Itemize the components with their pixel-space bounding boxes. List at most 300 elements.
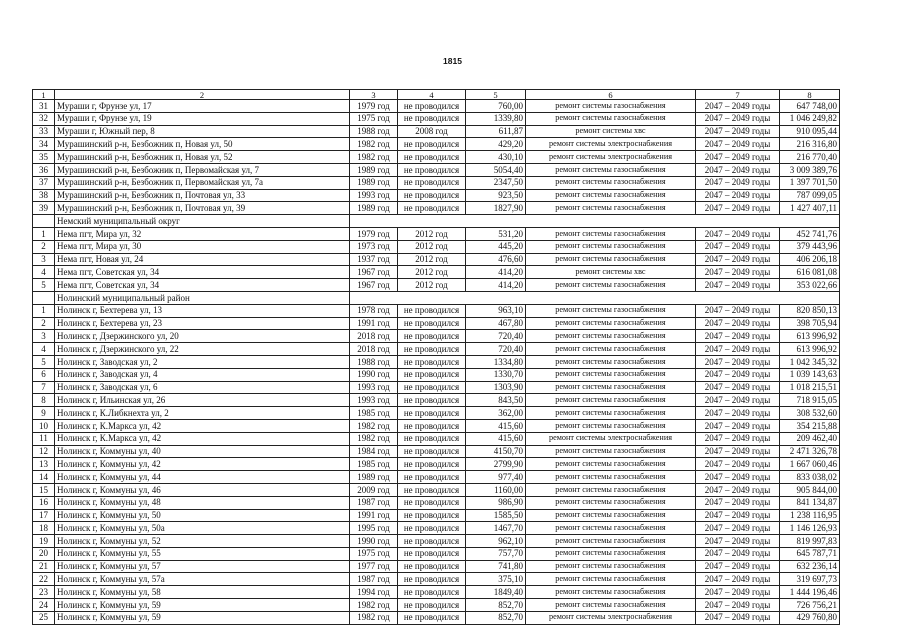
table-row [33, 496, 840, 509]
build-year-cell: 1989 год [350, 202, 398, 215]
row-number: 5 [33, 355, 55, 368]
table-row [33, 189, 840, 202]
area-cell: 852,70 [466, 611, 526, 624]
table-row [33, 253, 840, 266]
work-type-cell: ремонт системы газоснабжения [526, 189, 696, 202]
period-cell: 2047 – 2049 годы [696, 368, 780, 381]
section-title: Нолинский муниципальный район [55, 291, 350, 304]
period-cell: 2047 – 2049 годы [696, 471, 780, 484]
cost-cell: 1 427 407,11 [780, 202, 840, 215]
address-cell: Нолинск г, Дзержинского ул, 22 [55, 343, 350, 356]
cost-cell: 216 770,40 [780, 151, 840, 164]
column-header: 3 [350, 90, 398, 100]
work-type-cell: ремонт системы газоснабжения [526, 368, 696, 381]
row-number: 35 [33, 151, 55, 164]
work-type-cell: ремонт системы газоснабжения [526, 279, 696, 292]
table-row [33, 573, 840, 586]
build-year-cell: 1979 год [350, 100, 398, 113]
row-number: 6 [33, 368, 55, 381]
build-year-cell: 1989 год [350, 176, 398, 189]
section-empty-cell [33, 291, 55, 304]
table-row [33, 471, 840, 484]
work-type-cell: ремонт системы газоснабжения [526, 496, 696, 509]
cost-cell: 1 397 701,50 [780, 176, 840, 189]
last-repair-cell: не проводился [398, 176, 466, 189]
address-cell: Нолинск г, К.Маркса ул, 42 [55, 419, 350, 432]
address-cell: Мураши г, Фрунзе ул, 17 [55, 100, 350, 113]
row-number: 8 [33, 394, 55, 407]
area-cell: 429,20 [466, 138, 526, 151]
area-cell: 362,00 [466, 407, 526, 420]
last-repair-cell: 2008 год [398, 125, 466, 138]
address-cell: Мурашинский р-н, Безбожник п, Почтовая ул, 39 [55, 202, 350, 215]
build-year-cell: 1982 год [350, 599, 398, 612]
area-cell: 1334,80 [466, 355, 526, 368]
area-cell: 467,80 [466, 317, 526, 330]
table-row [33, 432, 840, 445]
last-repair-cell: не проводился [398, 483, 466, 496]
section-row [33, 291, 840, 304]
cost-cell: 1 039 143,63 [780, 368, 840, 381]
cost-cell: 645 787,71 [780, 547, 840, 560]
last-repair-cell: не проводился [398, 547, 466, 560]
row-number: 17 [33, 509, 55, 522]
row-number: 3 [33, 330, 55, 343]
row-number: 25 [33, 611, 55, 624]
row-number: 15 [33, 483, 55, 496]
cost-cell: 216 316,80 [780, 138, 840, 151]
address-cell: Нолинск г, Коммуны ул, 46 [55, 483, 350, 496]
work-type-cell: ремонт системы газоснабжения [526, 573, 696, 586]
build-year-cell: 1975 год [350, 547, 398, 560]
period-cell: 2047 – 2049 годы [696, 419, 780, 432]
row-number: 21 [33, 560, 55, 573]
page-number: 1815 [443, 56, 462, 66]
work-type-cell: ремонт системы газоснабжения [526, 599, 696, 612]
cost-cell: 319 697,73 [780, 573, 840, 586]
cost-cell: 819 997,83 [780, 535, 840, 548]
row-number: 31 [33, 100, 55, 113]
table-row [33, 407, 840, 420]
row-number: 4 [33, 343, 55, 356]
row-number: 32 [33, 112, 55, 125]
table-row [33, 330, 840, 343]
row-number: 24 [33, 599, 55, 612]
last-repair-cell: не проводился [398, 394, 466, 407]
work-type-cell: ремонт системы газоснабжения [526, 547, 696, 560]
build-year-cell: 1990 год [350, 368, 398, 381]
cost-cell: 1 018 215,51 [780, 381, 840, 394]
row-number: 33 [33, 125, 55, 138]
row-number: 11 [33, 432, 55, 445]
build-year-cell: 1967 год [350, 266, 398, 279]
last-repair-cell: не проводился [398, 496, 466, 509]
row-number: 19 [33, 535, 55, 548]
work-type-cell: ремонт системы газоснабжения [526, 522, 696, 535]
work-type-cell: ремонт системы газоснабжения [526, 355, 696, 368]
build-year-cell: 1973 год [350, 240, 398, 253]
cost-cell: 2 471 326,78 [780, 445, 840, 458]
table-row [33, 304, 840, 317]
period-cell: 2047 – 2049 годы [696, 317, 780, 330]
address-cell: Нолинск г, Коммуны ул, 59 [55, 599, 350, 612]
build-year-cell: 1991 год [350, 509, 398, 522]
row-number: 14 [33, 471, 55, 484]
build-year-cell: 1989 год [350, 163, 398, 176]
period-cell: 2047 – 2049 годы [696, 266, 780, 279]
period-cell: 2047 – 2049 годы [696, 522, 780, 535]
column-header: 6 [526, 90, 696, 100]
cost-cell: 1 046 249,82 [780, 112, 840, 125]
last-repair-cell: не проводился [398, 355, 466, 368]
address-cell: Нема пгт, Советская ул, 34 [55, 279, 350, 292]
row-number: 9 [33, 407, 55, 420]
build-year-cell: 1987 год [350, 573, 398, 586]
work-type-cell: ремонт системы газоснабжения [526, 112, 696, 125]
address-cell: Нолинск г, Бехтерева ул, 13 [55, 304, 350, 317]
area-cell: 1585,50 [466, 509, 526, 522]
row-number: 20 [33, 547, 55, 560]
address-cell: Мурашинский р-н, Безбожник п, Первомайская ул, 7а [55, 176, 350, 189]
table-row [33, 355, 840, 368]
area-cell: 1849,40 [466, 586, 526, 599]
cost-cell: 820 850,13 [780, 304, 840, 317]
work-type-cell: ремонт системы газоснабжения [526, 227, 696, 240]
address-cell: Нолинск г, Заводская ул, 6 [55, 381, 350, 394]
address-cell: Нолинск г, Коммуны ул, 57а [55, 573, 350, 586]
address-cell: Нолинск г, Коммуны ул, 52 [55, 535, 350, 548]
area-cell: 430,10 [466, 151, 526, 164]
build-year-cell: 1982 год [350, 611, 398, 624]
build-year-cell: 1991 год [350, 317, 398, 330]
area-cell: 977,40 [466, 471, 526, 484]
period-cell: 2047 – 2049 годы [696, 163, 780, 176]
column-header: 8 [780, 90, 840, 100]
work-type-cell: ремонт системы газоснабжения [526, 100, 696, 113]
row-number: 4 [33, 266, 55, 279]
cost-cell: 406 206,18 [780, 253, 840, 266]
address-cell: Мураши г, Фрунзе ул, 19 [55, 112, 350, 125]
last-repair-cell: 2012 год [398, 266, 466, 279]
period-cell: 2047 – 2049 годы [696, 535, 780, 548]
build-year-cell: 1982 год [350, 419, 398, 432]
build-year-cell: 1978 год [350, 304, 398, 317]
cost-cell: 398 705,94 [780, 317, 840, 330]
last-repair-cell: 2012 год [398, 279, 466, 292]
last-repair-cell: не проводился [398, 573, 466, 586]
last-repair-cell: не проводился [398, 163, 466, 176]
work-type-cell: ремонт системы электроснабжения [526, 611, 696, 624]
last-repair-cell: не проводился [398, 317, 466, 330]
period-cell: 2047 – 2049 годы [696, 573, 780, 586]
build-year-cell: 1982 год [350, 432, 398, 445]
period-cell: 2047 – 2049 годы [696, 458, 780, 471]
last-repair-cell: не проводился [398, 535, 466, 548]
table-row [33, 611, 840, 624]
period-cell: 2047 – 2049 годы [696, 445, 780, 458]
work-type-cell: ремонт системы газоснабжения [526, 560, 696, 573]
period-cell: 2047 – 2049 годы [696, 227, 780, 240]
period-cell: 2047 – 2049 годы [696, 381, 780, 394]
last-repair-cell: не проводился [398, 368, 466, 381]
column-header: 4 [398, 90, 466, 100]
table-row [33, 483, 840, 496]
table-row [33, 227, 840, 240]
cost-cell: 308 532,60 [780, 407, 840, 420]
column-header: 5 [466, 90, 526, 100]
period-cell: 2047 – 2049 годы [696, 407, 780, 420]
work-type-cell: ремонт системы газоснабжения [526, 586, 696, 599]
build-year-cell: 1988 год [350, 355, 398, 368]
work-type-cell: ремонт системы газоснабжения [526, 317, 696, 330]
last-repair-cell: не проводился [398, 458, 466, 471]
period-cell: 2047 – 2049 годы [696, 432, 780, 445]
area-cell: 1303,90 [466, 381, 526, 394]
area-cell: 531,20 [466, 227, 526, 240]
build-year-cell: 1982 год [350, 151, 398, 164]
last-repair-cell: не проводился [398, 560, 466, 573]
build-year-cell: 1967 год [350, 279, 398, 292]
work-type-cell: ремонт системы газоснабжения [526, 381, 696, 394]
cost-cell: 726 756,21 [780, 599, 840, 612]
last-repair-cell: не проводился [398, 407, 466, 420]
area-cell: 611,87 [466, 125, 526, 138]
cost-cell: 209 462,40 [780, 432, 840, 445]
table-row [33, 419, 840, 432]
area-cell: 375,10 [466, 573, 526, 586]
period-cell: 2047 – 2049 годы [696, 355, 780, 368]
build-year-cell: 1982 год [350, 138, 398, 151]
table-row [33, 202, 840, 215]
build-year-cell: 1987 год [350, 496, 398, 509]
address-cell: Нолинск г, Коммуны ул, 50 [55, 509, 350, 522]
row-number: 39 [33, 202, 55, 215]
cost-cell: 429 760,80 [780, 611, 840, 624]
table-row [33, 522, 840, 535]
address-cell: Нолинск г, Бехтерева ул, 23 [55, 317, 350, 330]
area-cell: 1827,90 [466, 202, 526, 215]
table-row [33, 599, 840, 612]
last-repair-cell: не проводился [398, 599, 466, 612]
last-repair-cell: не проводился [398, 202, 466, 215]
last-repair-cell: не проводился [398, 522, 466, 535]
period-cell: 2047 – 2049 годы [696, 240, 780, 253]
table-row [33, 151, 840, 164]
row-number: 38 [33, 189, 55, 202]
last-repair-cell: не проводился [398, 432, 466, 445]
cost-cell: 718 915,05 [780, 394, 840, 407]
last-repair-cell: не проводился [398, 138, 466, 151]
area-cell: 986,90 [466, 496, 526, 509]
work-type-cell: ремонт системы газоснабжения [526, 445, 696, 458]
table-row [33, 125, 840, 138]
area-cell: 1330,70 [466, 368, 526, 381]
last-repair-cell: 2012 год [398, 240, 466, 253]
last-repair-cell: не проводился [398, 343, 466, 356]
build-year-cell: 1985 год [350, 458, 398, 471]
address-cell: Нолинск г, Дзержинского ул, 20 [55, 330, 350, 343]
area-cell: 414,20 [466, 266, 526, 279]
section-empty-cell [33, 215, 55, 228]
build-year-cell: 1977 год [350, 560, 398, 573]
build-year-cell: 1979 год [350, 227, 398, 240]
cost-cell: 379 443,96 [780, 240, 840, 253]
period-cell: 2047 – 2049 годы [696, 560, 780, 573]
table-row [33, 176, 840, 189]
row-number: 10 [33, 419, 55, 432]
cost-cell: 1 238 116,95 [780, 509, 840, 522]
period-cell: 2047 – 2049 годы [696, 330, 780, 343]
build-year-cell: 1975 год [350, 112, 398, 125]
last-repair-cell: 2012 год [398, 227, 466, 240]
row-number: 7 [33, 381, 55, 394]
area-cell: 757,70 [466, 547, 526, 560]
area-cell: 2347,50 [466, 176, 526, 189]
period-cell: 2047 – 2049 годы [696, 176, 780, 189]
table-row [33, 266, 840, 279]
section-row [33, 215, 840, 228]
work-type-cell: ремонт системы электроснабжения [526, 432, 696, 445]
period-cell: 2047 – 2049 годы [696, 586, 780, 599]
area-cell: 720,40 [466, 343, 526, 356]
build-year-cell: 1994 год [350, 586, 398, 599]
build-year-cell: 2018 год [350, 330, 398, 343]
table-row [33, 100, 840, 113]
build-year-cell: 1993 год [350, 189, 398, 202]
cost-cell: 787 099,05 [780, 189, 840, 202]
address-cell: Нолинск г, Коммуны ул, 59 [55, 611, 350, 624]
row-number: 2 [33, 240, 55, 253]
work-type-cell: ремонт системы электроснабжения [526, 151, 696, 164]
column-header: 2 [55, 90, 350, 100]
address-cell: Мурашинский р-н, Безбожник п, Почтовая ул, 33 [55, 189, 350, 202]
table-row [33, 535, 840, 548]
cost-cell: 905 844,00 [780, 483, 840, 496]
area-cell: 1467,70 [466, 522, 526, 535]
work-type-cell: ремонт системы электроснабжения [526, 138, 696, 151]
area-cell: 1160,00 [466, 483, 526, 496]
work-type-cell: ремонт системы газоснабжения [526, 419, 696, 432]
period-cell: 2047 – 2049 годы [696, 100, 780, 113]
cost-cell: 841 134,87 [780, 496, 840, 509]
last-repair-cell: не проводился [398, 304, 466, 317]
table-row [33, 240, 840, 253]
work-type-cell: ремонт системы газоснабжения [526, 202, 696, 215]
cost-cell: 3 009 389,76 [780, 163, 840, 176]
table-row [33, 445, 840, 458]
address-cell: Нема пгт, Новая ул, 24 [55, 253, 350, 266]
row-number: 2 [33, 317, 55, 330]
area-cell: 760,00 [466, 100, 526, 113]
last-repair-cell: не проводился [398, 151, 466, 164]
work-type-cell: ремонт системы газоснабжения [526, 304, 696, 317]
last-repair-cell: не проводился [398, 586, 466, 599]
cost-cell: 613 996,92 [780, 343, 840, 356]
work-type-cell: ремонт системы хвс [526, 266, 696, 279]
area-cell: 1339,80 [466, 112, 526, 125]
period-cell: 2047 – 2049 годы [696, 394, 780, 407]
work-type-cell: ремонт системы газоснабжения [526, 535, 696, 548]
cost-cell: 616 081,08 [780, 266, 840, 279]
address-cell: Нолинск г, Коммуны ул, 57 [55, 560, 350, 573]
section-empty-cell [350, 291, 840, 304]
build-year-cell: 1993 год [350, 394, 398, 407]
work-type-cell: ремонт системы газоснабжения [526, 394, 696, 407]
cost-cell: 452 741,76 [780, 227, 840, 240]
table-header-row [33, 90, 840, 100]
cost-cell: 1 667 060,46 [780, 458, 840, 471]
row-number: 5 [33, 279, 55, 292]
last-repair-cell: не проводился [398, 330, 466, 343]
period-cell: 2047 – 2049 годы [696, 304, 780, 317]
period-cell: 2047 – 2049 годы [696, 138, 780, 151]
address-cell: Нолинск г, Заводская ул, 2 [55, 355, 350, 368]
work-type-cell: ремонт системы газоснабжения [526, 471, 696, 484]
row-number: 18 [33, 522, 55, 535]
last-repair-cell: 2012 год [398, 253, 466, 266]
area-cell: 415,60 [466, 419, 526, 432]
row-number: 23 [33, 586, 55, 599]
period-cell: 2047 – 2049 годы [696, 202, 780, 215]
build-year-cell: 1989 год [350, 471, 398, 484]
row-number: 3 [33, 253, 55, 266]
address-cell: Нолинск г, Коммуны ул, 44 [55, 471, 350, 484]
work-type-cell: ремонт системы газоснабжения [526, 458, 696, 471]
cost-cell: 1 146 126,93 [780, 522, 840, 535]
period-cell: 2047 – 2049 годы [696, 151, 780, 164]
address-cell: Нолинск г, Коммуны ул, 48 [55, 496, 350, 509]
last-repair-cell: не проводился [398, 509, 466, 522]
build-year-cell: 1984 год [350, 445, 398, 458]
period-cell: 2047 – 2049 годы [696, 279, 780, 292]
work-type-cell: ремонт системы газоснабжения [526, 176, 696, 189]
row-number: 1 [33, 304, 55, 317]
table-row [33, 112, 840, 125]
area-cell: 843,50 [466, 394, 526, 407]
area-cell: 720,40 [466, 330, 526, 343]
area-cell: 2799,90 [466, 458, 526, 471]
table-row [33, 586, 840, 599]
period-cell: 2047 – 2049 годы [696, 599, 780, 612]
cost-cell: 354 215,88 [780, 419, 840, 432]
last-repair-cell: не проводился [398, 112, 466, 125]
last-repair-cell: не проводился [398, 611, 466, 624]
last-repair-cell: не проводился [398, 471, 466, 484]
work-type-cell: ремонт системы газоснабжения [526, 240, 696, 253]
work-type-cell: ремонт системы газоснабжения [526, 253, 696, 266]
area-cell: 414,20 [466, 279, 526, 292]
period-cell: 2047 – 2049 годы [696, 496, 780, 509]
work-type-cell: ремонт системы газоснабжения [526, 407, 696, 420]
period-cell: 2047 – 2049 годы [696, 483, 780, 496]
table-row [33, 509, 840, 522]
address-cell: Нема пгт, Советская ул, 34 [55, 266, 350, 279]
cost-cell: 1 444 196,46 [780, 586, 840, 599]
build-year-cell: 1993 год [350, 381, 398, 394]
build-year-cell: 1990 год [350, 535, 398, 548]
address-cell: Нема пгт, Мира ул, 32 [55, 227, 350, 240]
address-cell: Нолинск г, К.Либкнехта ул, 2 [55, 407, 350, 420]
address-cell: Мураши г, Южный пер, 8 [55, 125, 350, 138]
last-repair-cell: не проводился [398, 445, 466, 458]
cost-cell: 647 748,00 [780, 100, 840, 113]
cost-cell: 632 236,14 [780, 560, 840, 573]
period-cell: 2047 – 2049 годы [696, 125, 780, 138]
address-cell: Нема пгт, Мира ул, 30 [55, 240, 350, 253]
table-row [33, 163, 840, 176]
period-cell: 2047 – 2049 годы [696, 343, 780, 356]
work-type-cell: ремонт системы газоснабжения [526, 163, 696, 176]
